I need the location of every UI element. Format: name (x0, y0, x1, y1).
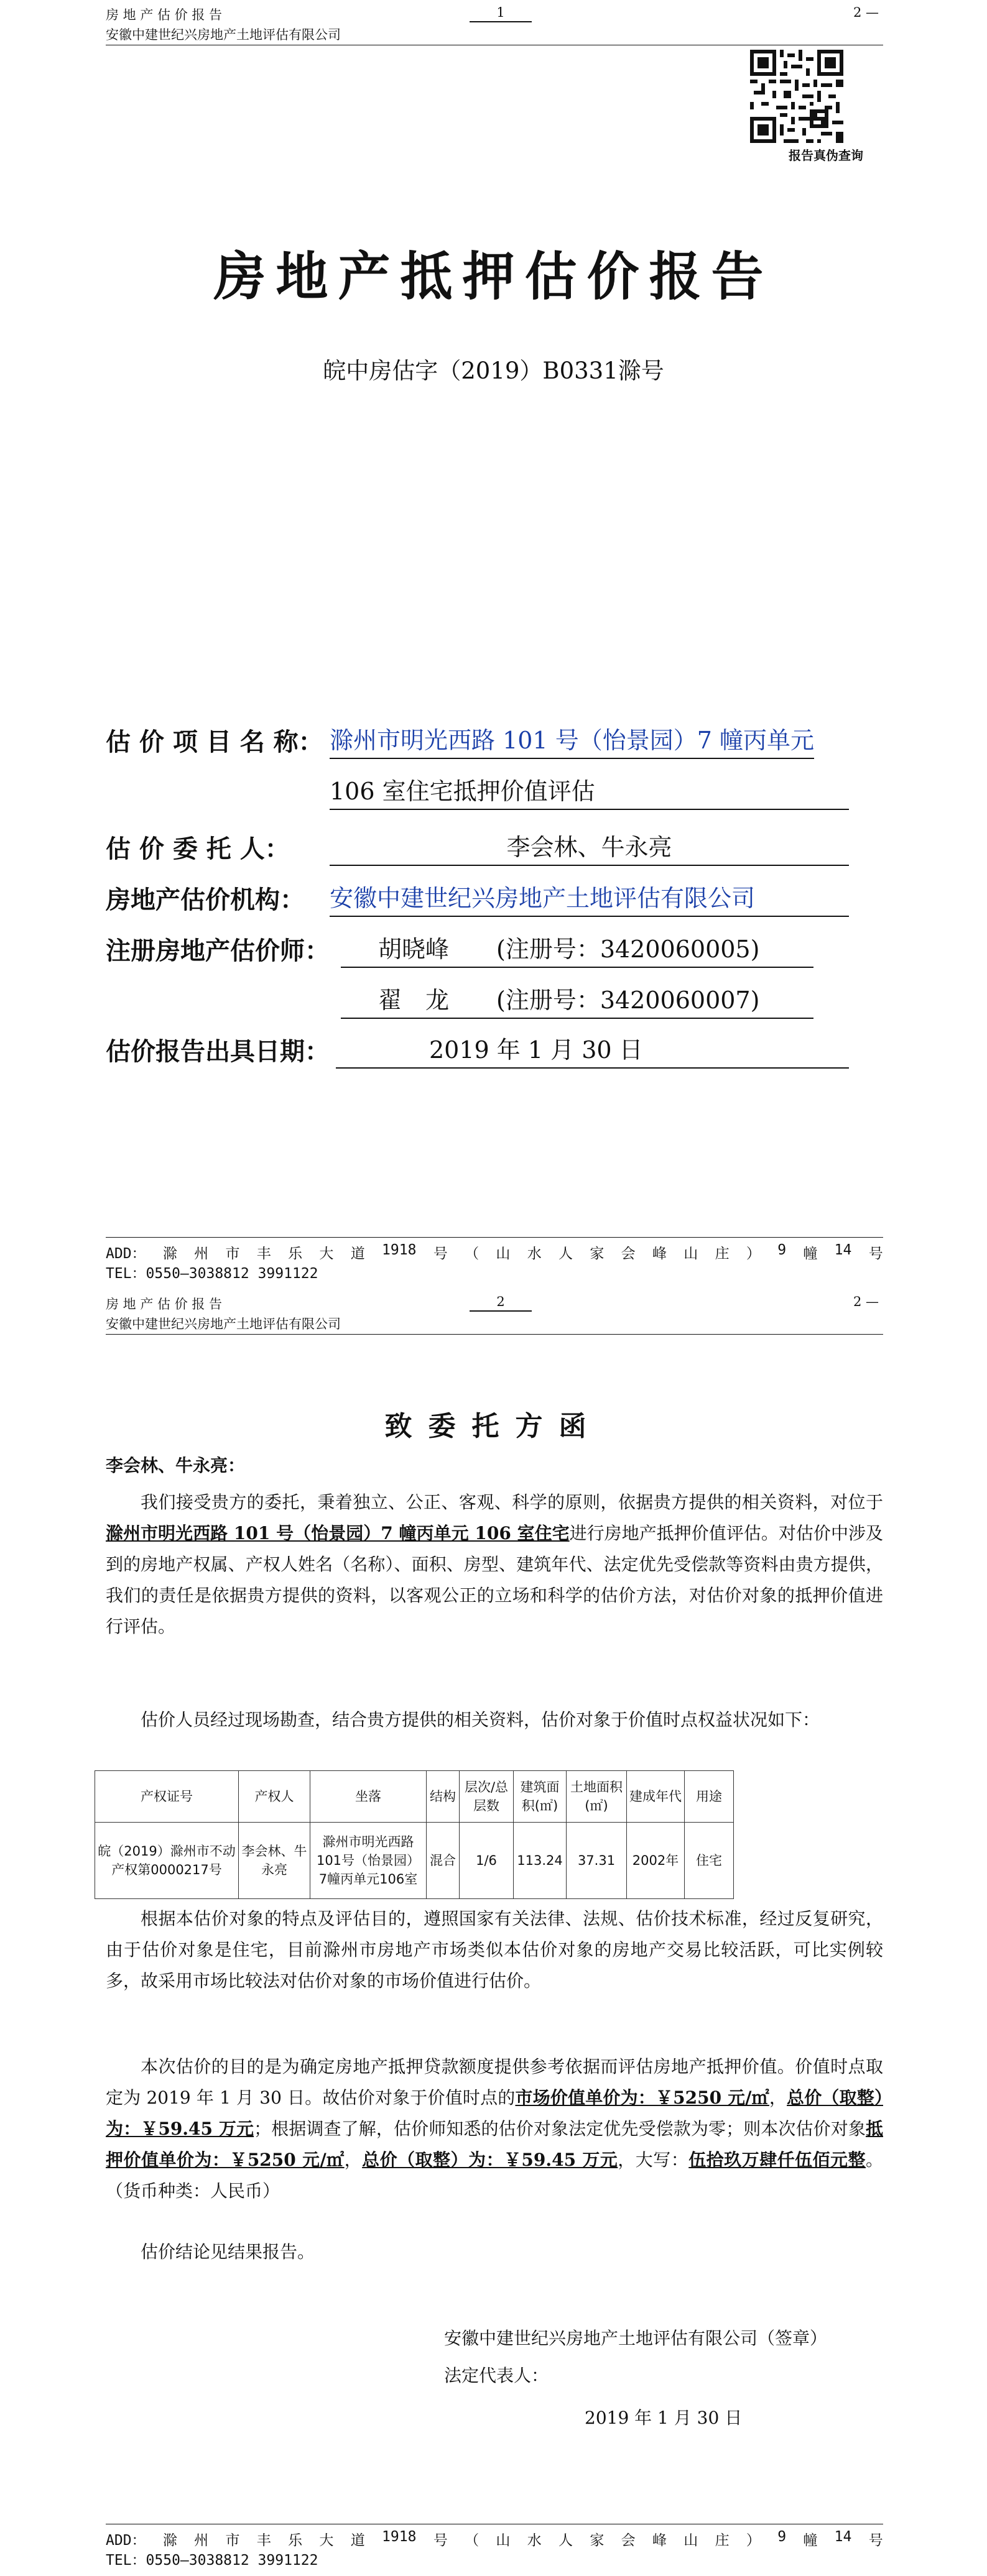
footer-address-word: 大 (319, 1246, 334, 1262)
footer-address-word: ） (746, 1246, 761, 1262)
footer-address-word: 幢 (803, 1246, 818, 1262)
header-company: 安徽中建世纪兴房地产土地评估有限公司 (106, 27, 341, 42)
letter-paragraph-5: 估价结论见结果报告。 (141, 2242, 315, 2262)
table-cell: 2002年 (627, 1823, 685, 1899)
project-name-value-line1: 滁州市明光西路 101 号（怡景园）7 幢丙单元 (330, 721, 814, 759)
table-cell: 混合 (427, 1823, 460, 1899)
qr-verification-label: 报告真伪查询 (789, 148, 863, 163)
table-header-row (95, 1771, 734, 1823)
footer-tel: TEL：0550—3038812 3991122 (106, 1266, 318, 1282)
footer-address-word: 峰 (652, 2532, 667, 2549)
footer-address-word: 号 (868, 2532, 883, 2549)
header-page-total: 2 — (853, 5, 879, 20)
footer-address-word: 州 (194, 1246, 209, 1262)
footer-address-word: ） (746, 2532, 761, 2549)
footer-address-word: 丰 (256, 1246, 271, 1262)
project-name-value-line2: 106 室住宅抵押价值评估 (330, 772, 849, 810)
letter-paragraph-4: 本次估价的目的是为确定房地产抵押贷款额度提供参考依据而评估房地产抵押价值。价值时点取定为 2019 年 1 月 30 日。故估价对象于价值时点的市场价值单价为：￥5250 元/㎡，总价（取整）为：￥59.45 万元；根据调查了解，估价师知悉的估价对象法定优先受偿款为零；则本次估价对象抵押价值单价为：￥5250 元/㎡，总价（取整）为：￥59.45 万元，大写：伍拾玖万肆仟伍佰元整。（货币种类：人民币） (106, 2056, 883, 2201)
footer-address-word: 山 (683, 1246, 698, 1262)
footer-address-word: 山 (496, 1246, 511, 1262)
header-title: 房 地 产 估 价 报 告 (106, 7, 223, 22)
table-header: 坐落 (310, 1771, 427, 1823)
footer-address-word: 州 (194, 2532, 209, 2549)
footer-address-word: 人 (558, 1246, 573, 1262)
table-header: 产权人 (239, 1771, 310, 1823)
footer-address-word: 丰 (256, 2532, 271, 2549)
appraiser-label: 注册房地产估价师： (106, 937, 330, 965)
footer-address-word: 1918 (382, 2529, 417, 2545)
market-total-price: 总价（取整）为：￥59.45 万元 (106, 2087, 883, 2139)
footer-address-word: 14 (834, 1242, 852, 1258)
table-cell: 滁州市明光西路101号（怡景园）7幢丙单元106室 (310, 1823, 427, 1899)
legal-representative-label: 法定代表人： (444, 2365, 549, 2386)
footer-address-word: 乐 (288, 1246, 303, 1262)
report-number: 皖中房估字（2019）B0331滁号 (323, 357, 664, 384)
table-header: 层次/总层数 (460, 1771, 514, 1823)
footer-address-word: 大 (319, 2532, 334, 2549)
mortgage-total-price: 总价（取整）为：￥59.45 万元 (362, 2150, 618, 2170)
footer-address-word: 滁 (162, 1246, 177, 1262)
table-cell: 1/6 (460, 1823, 514, 1899)
appraiser-1-value: 胡晓峰 (注册号：3420060005) (341, 930, 813, 968)
table-cell: 李会林、牛永亮 (239, 1823, 310, 1899)
footer-address-word: 滁 (162, 2532, 177, 2549)
property-rights-table (95, 1770, 734, 1899)
footer-address-word: 9 (777, 1242, 787, 1258)
market-unit-price: 市场价值单价为：￥5250 元/㎡ (515, 2087, 769, 2108)
footer-rule (106, 1237, 883, 1238)
table-header: 建筑面积(㎡) (514, 1771, 567, 1823)
footer-address-word: 号 (433, 1246, 448, 1262)
header-page-number: 2 (470, 1294, 532, 1312)
client-value: 李会林、牛永亮 (330, 828, 849, 866)
letter-paragraph-2: 估价人员经过现场勘查，结合贵方提供的相关资料，估价对象于价值时点权益状况如下： (141, 1709, 820, 1730)
verification-qr-code[interactable] (750, 50, 843, 143)
issue-date-value: 2019 年 1 月 30 日 (336, 1031, 849, 1069)
header-title: 房 地 产 估 价 报 告 (106, 1297, 223, 1312)
letter-title: 致委托方函 (384, 1410, 603, 1442)
footer-address-word: 号 (433, 2532, 448, 2549)
footer-address-word: 家 (590, 1246, 605, 1262)
table-header: 土地面积(㎡) (567, 1771, 627, 1823)
footer-address-word: ADD： (106, 1246, 146, 1262)
footer-address-word: 人 (558, 2532, 573, 2549)
footer-address-word: 市 (225, 2532, 240, 2549)
footer-address-word: 幢 (803, 2532, 818, 2549)
footer-address-word: 号 (868, 1246, 883, 1262)
footer-tel: TEL：0550—3038812 3991122 (106, 2552, 318, 2569)
footer-address-word: 山 (496, 2532, 511, 2549)
footer-address-word: 水 (527, 2532, 542, 2549)
footer-address-word: 14 (834, 2529, 852, 2545)
table-header: 用途 (685, 1771, 734, 1823)
appraiser-2-value: 翟 龙 (注册号：3420060007) (341, 981, 813, 1019)
footer-address-word: 庄 (715, 2532, 730, 2549)
footer-address-word: 会 (621, 1246, 636, 1262)
table-header: 建成年代 (627, 1771, 685, 1823)
footer-address-word: 庄 (715, 1246, 730, 1262)
header-rule (106, 1334, 883, 1335)
footer-address (106, 2529, 883, 2549)
signing-date: 2019 年 1 月 30 日 (585, 2408, 743, 2428)
footer-address-word: 市 (225, 1246, 240, 1262)
table-header: 结构 (427, 1771, 460, 1823)
letter-paragraph-3: 根据本估价对象的特点及评估目的，遵照国家有关法律、法规、估价技术标准，经过反复研究，由于估价对象是住宅，目前滁州市房地产市场类似本估价对象的房地产交易比较活跃，可比实例较多，故采用市场比较法对估价对象的市场价值进行估价。 (106, 1908, 883, 1991)
property-address-emphasis: 滁州市明光西路 101 号（怡景园）7 幢丙单元 106 室住宅 (106, 1523, 570, 1543)
header-page-total: 2 — (853, 1294, 879, 1309)
letter-paragraph-1: 我们接受贵方的委托，秉着独立、公正、客观、科学的原则，依据贵方提供的相关资料，对位于滁州市明光西路 101 号（怡景园）7 幢丙单元 106 室住宅进行房地产抵押价值评估。对估价中涉及到的房地产权属、产权人姓名（名称）、面积、房型、建筑年代、法定优先受偿款等资料由贵方提供，我们的责任是依据贵方提供的资料，以客观公正的立场和科学的估价方法，对估价对象的抵押价值进行评估。 (106, 1492, 883, 1637)
footer-address-word: （ (465, 1246, 480, 1262)
table-header: 产权证号 (95, 1771, 239, 1823)
letter-salutation: 李会林、牛永亮： (106, 1455, 246, 1476)
signatory-company: 安徽中建世纪兴房地产土地评估有限公司（签章） (444, 2328, 828, 2348)
footer-address-word: （ (465, 2532, 480, 2549)
footer-address-word: 道 (350, 1246, 365, 1262)
footer-address-word: 乐 (288, 2532, 303, 2549)
footer-address-word: 道 (350, 2532, 365, 2549)
footer-address-word: 峰 (652, 1246, 667, 1262)
report-title: 房地产抵押估价报告 (213, 246, 774, 307)
agency-value: 安徽中建世纪兴房地产土地评估有限公司 (330, 879, 849, 917)
footer-address-word: 山 (683, 2532, 698, 2549)
footer-address (106, 1242, 883, 1263)
table-cell: 住宅 (685, 1823, 734, 1899)
table-cell: 113.24 (514, 1823, 567, 1899)
table-cell: 37.31 (567, 1823, 627, 1899)
footer-address-word: ADD： (106, 2532, 146, 2549)
footer-address-word: 水 (527, 1246, 542, 1262)
header-company: 安徽中建世纪兴房地产土地评估有限公司 (106, 1317, 341, 1332)
amount-in-words: 伍拾玖万肆仟伍佰元整 (688, 2150, 866, 2170)
client-label: 估 价 委 托 人： (106, 835, 290, 863)
footer-address-word: 家 (590, 2532, 605, 2549)
mortgage-unit-price: 抵押价值单价为：￥5250 元/㎡ (106, 2118, 883, 2170)
header-page-number: 1 (470, 5, 532, 22)
table-row (95, 1823, 734, 1899)
footer-address-word: 1918 (382, 1242, 417, 1258)
agency-label: 房地产估价机构： (106, 886, 305, 914)
table-cell: 皖（2019）滁州市不动产权第0000217号 (95, 1823, 239, 1899)
footer-address-word: 会 (621, 2532, 636, 2549)
footer-address-word: 9 (777, 2529, 787, 2545)
project-name-label: 估 价 项 目 名 称： (106, 728, 323, 757)
issue-date-label: 估价报告出具日期： (106, 1037, 330, 1066)
